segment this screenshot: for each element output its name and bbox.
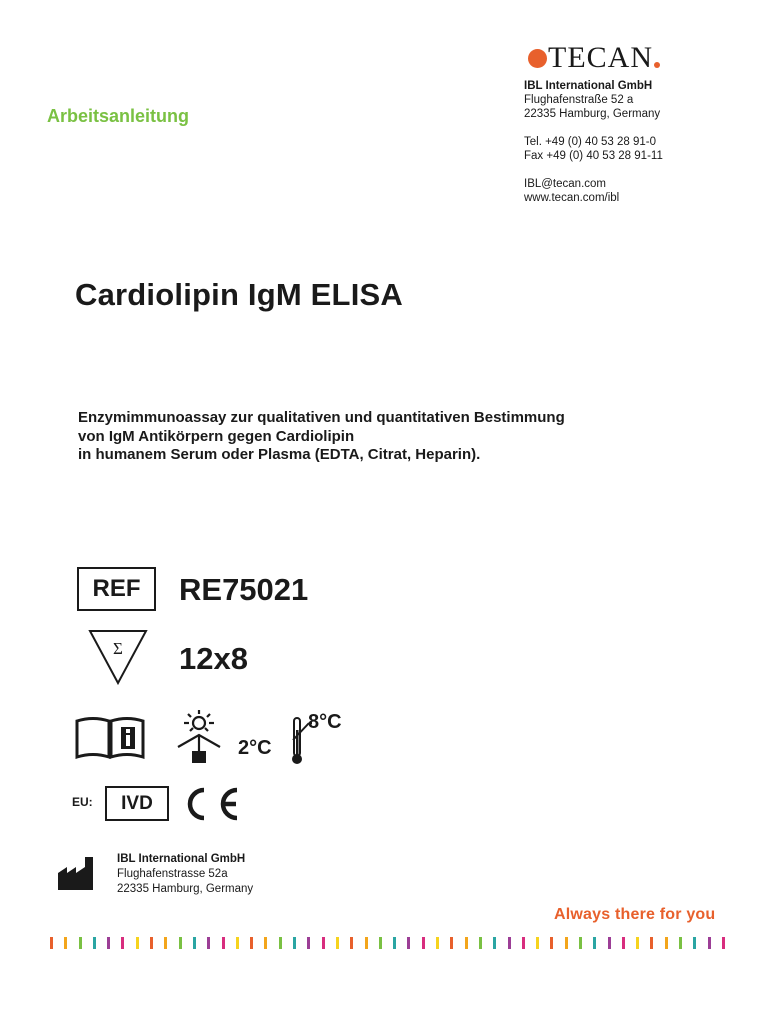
color-dash — [293, 937, 296, 949]
sigma-glyph: Σ — [113, 639, 123, 658]
color-dash — [136, 937, 139, 949]
color-dash — [222, 937, 225, 949]
color-dash — [422, 937, 425, 949]
logo-orange-dot — [654, 62, 660, 68]
slogan: Always there for you — [554, 906, 716, 923]
color-dash — [522, 937, 525, 949]
color-dash — [593, 937, 596, 949]
manufacturer-street: Flughafenstrasse 52a — [117, 868, 228, 880]
ivd-symbol: IVD — [105, 786, 169, 821]
color-dash — [193, 937, 196, 949]
color-dash — [236, 937, 239, 949]
ref-number: RE75021 — [179, 572, 309, 607]
color-dash — [64, 937, 67, 949]
color-dash — [393, 937, 396, 949]
color-dash — [307, 937, 310, 949]
company-address — [524, 79, 663, 205]
color-dash — [279, 937, 282, 949]
eu-label: EU: — [72, 795, 93, 809]
logo-orange-o — [528, 49, 547, 68]
color-dash — [179, 937, 182, 949]
company-fax: Fax +49 (0) 40 53 28 91-11 — [524, 150, 663, 162]
color-dash — [264, 937, 267, 949]
color-dash — [121, 937, 124, 949]
manufacturer-city: 22335 Hamburg, Germany — [117, 883, 254, 895]
manufacturer-icon — [57, 855, 97, 891]
color-dash — [665, 937, 668, 949]
ref-symbol: REF — [77, 567, 156, 611]
ce-mark-icon — [174, 784, 244, 824]
color-dash — [350, 937, 353, 949]
sigma-tests-icon — [88, 628, 148, 686]
test-count: 12x8 — [179, 641, 248, 676]
color-dash — [579, 937, 582, 949]
color-dash — [436, 937, 439, 949]
logo-wordmark: TECAN — [548, 41, 653, 74]
document-type: Arbeitsanleitung — [47, 106, 190, 126]
color-dash — [722, 937, 725, 949]
company-website[interactable]: www.tecan.com/ibl — [524, 192, 620, 204]
color-dash — [493, 937, 496, 949]
color-dash — [479, 937, 482, 949]
color-dash — [150, 937, 153, 949]
color-dash — [465, 937, 468, 949]
color-dash — [550, 937, 553, 949]
color-dash — [450, 937, 453, 949]
color-dash — [536, 937, 539, 949]
description-line-3: in humanem Serum oder Plasma (EDTA, Citrat, Heparin). — [78, 446, 481, 463]
manufacturer-name: IBL International GmbH — [117, 853, 246, 865]
color-dash — [508, 937, 511, 949]
color-dash — [636, 937, 639, 949]
color-dash — [365, 937, 368, 949]
color-dash — [407, 937, 410, 949]
color-dash — [164, 937, 167, 949]
company-email[interactable]: IBL@tecan.com — [524, 178, 606, 190]
color-dash — [107, 937, 110, 949]
storage-temp-max: 8°C — [308, 711, 342, 733]
keep-away-from-sunlight-icon — [170, 709, 228, 765]
color-dash — [565, 937, 568, 949]
color-dash — [93, 937, 96, 949]
color-dash — [336, 937, 339, 949]
company-city: 22335 Hamburg, Germany — [524, 108, 661, 120]
color-dash — [207, 937, 210, 949]
color-dash — [250, 937, 253, 949]
company-street: Flughafenstraße 52 a — [524, 94, 634, 106]
color-dash — [322, 937, 325, 949]
product-description — [78, 409, 565, 465]
color-dash — [650, 937, 653, 949]
storage-temp-min: 2°C — [238, 737, 272, 759]
color-dash — [608, 937, 611, 949]
color-dash — [50, 937, 53, 949]
description-line-1: Enzymimmunoassay zur qualitativen und quantitativen Bestimmung — [78, 409, 565, 426]
color-dash — [679, 937, 682, 949]
color-dash — [379, 937, 382, 949]
manufacturer-address — [117, 852, 253, 897]
product-title: Cardiolipin IgM ELISA — [75, 277, 403, 312]
consult-instructions-icon — [75, 715, 145, 759]
tecan-logo — [528, 40, 688, 76]
description-line-2: von IgM Antikörpern gegen Cardiolipin — [78, 427, 355, 445]
company-name: IBL International GmbH — [524, 80, 653, 92]
color-dash — [693, 937, 696, 949]
color-dash — [622, 937, 625, 949]
color-dash-strip — [50, 937, 725, 951]
color-dash — [708, 937, 711, 949]
color-dash — [79, 937, 82, 949]
company-tel: Tel. +49 (0) 40 53 28 91-0 — [524, 136, 657, 148]
